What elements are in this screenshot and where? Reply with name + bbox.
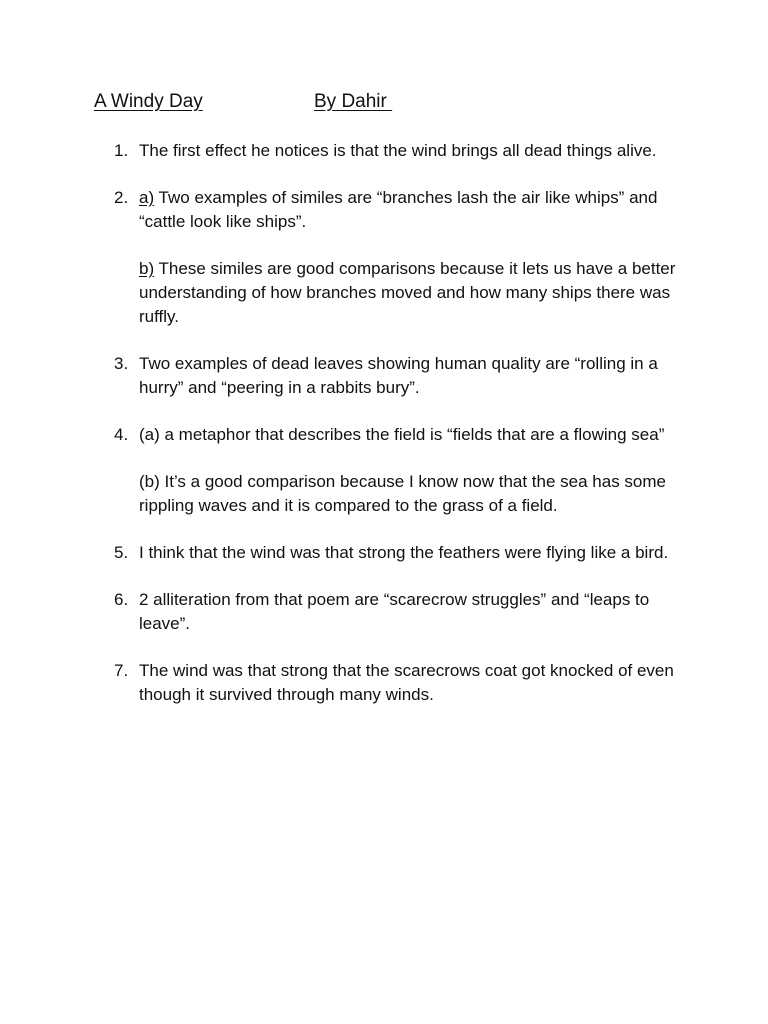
document-author: By Dahir [314,91,393,112]
answer-text: Two examples of similes are “branches lash the air like whips” and “cattle look like ships”. [139,188,658,231]
answer-paragraph [139,470,694,518]
answer-paragraph [139,352,694,400]
answer-number: 6. [114,590,129,609]
answer-text: (a) a metaphor that describes the field is “fields that are a flowing sea” [139,425,665,444]
document-title: A Windy Day [94,91,203,112]
answer-paragraph [139,659,694,707]
answer-paragraph [139,139,694,163]
answer-item-3 [114,352,694,400]
answer-part-label: b) [139,259,155,278]
answer-text: 2 alliteration from that poem are “scarecrow struggles” and “leaps to leave”. [139,590,650,633]
answer-text: I think that the wind was that strong the feathers were flying like a bird. [139,543,669,562]
answer-paragraph [139,257,694,329]
answer-item-1 [114,139,694,163]
answer-part-label: a) [139,188,155,207]
answer-number: 2. [114,188,129,207]
answer-item-2 [114,186,694,329]
answer-paragraph [139,588,694,636]
answer-number: 4. [114,425,129,444]
answer-paragraph [139,186,694,234]
answer-paragraph [139,541,694,565]
answer-number: 1. [114,141,129,160]
answer-text: The wind was that strong that the scarecrows coat got knocked of even though it survived through many winds. [139,661,674,704]
answer-number: 7. [114,661,129,680]
answer-item-6 [114,588,694,636]
answer-list [114,139,694,730]
answer-item-4 [114,423,694,518]
answer-item-5 [114,541,694,565]
answer-text: The first effect he notices is that the wind brings all dead things alive. [139,141,657,160]
answer-text: (b) It’s a good comparison because I know now that the sea has some rippling waves and it is compared to the grass of a field. [139,472,666,515]
answer-number: 5. [114,543,129,562]
answer-text: Two examples of dead leaves showing human quality are “rolling in a hurry” and “peering in a rabbits bury”. [139,354,658,397]
answer-text: These similes are good comparisons because it lets us have a better understanding of how branches moved and how many ships there was ruffly. [139,259,676,326]
answer-paragraph [139,423,694,447]
answer-number: 3. [114,354,129,373]
answer-item-7 [114,659,694,707]
